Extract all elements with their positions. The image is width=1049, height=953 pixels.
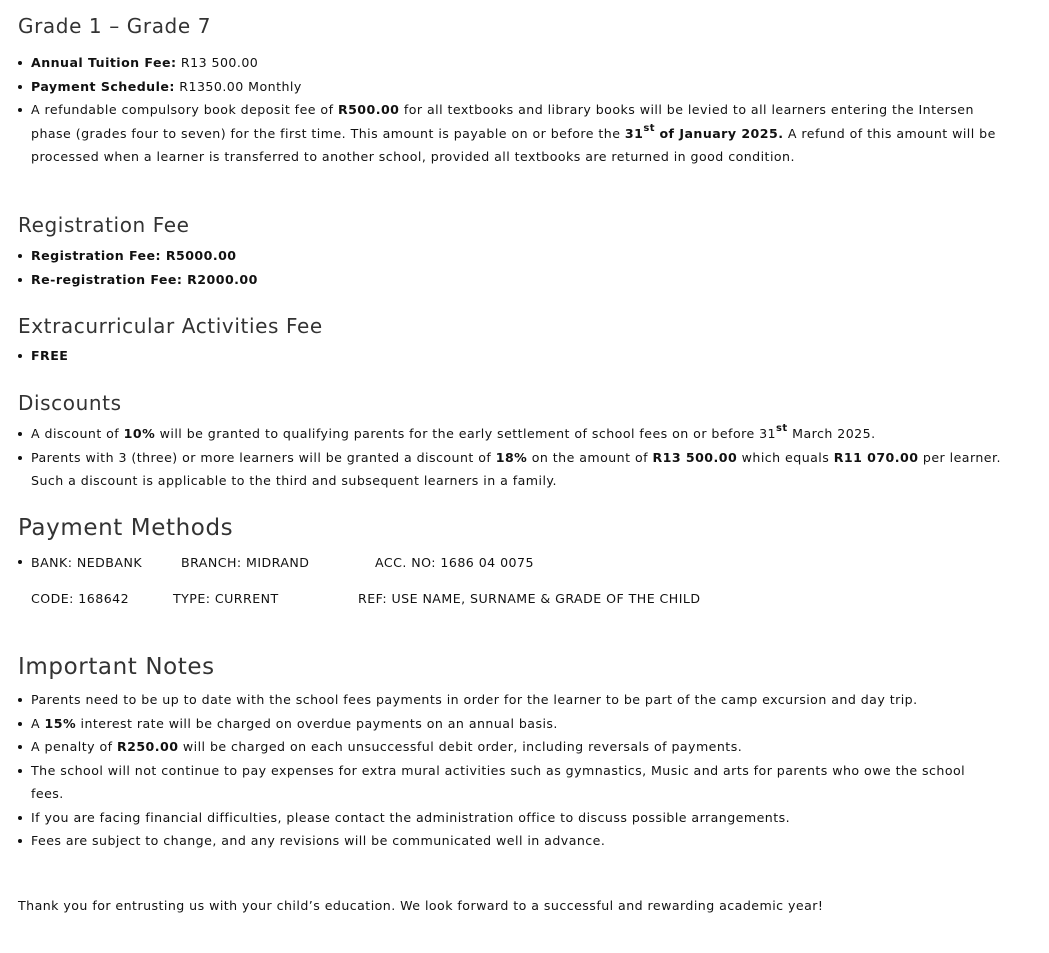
- note-item: A penalty of R250.00 will be charged on each unsuccessful debit order, including reversals of payments.: [0, 735, 1001, 759]
- registration-list: [0, 244, 1001, 291]
- note-item: If you are facing financial difficulties, please contact the administration office to discuss possible arrangements.: [0, 806, 1001, 830]
- important-notes-heading: Important Notes: [18, 654, 215, 680]
- early-settlement-discount-item: A discount of 10% will be granted to qualifying parents for the early settlement of school fees on or before 31st March 2025.: [0, 422, 1001, 446]
- note-item: Fees are subject to change, and any revisions will be communicated well in advance.: [0, 829, 1001, 853]
- note-item: Parents need to be up to date with the school fees payments in order for the learner to be part of the camp excursion and day trip.: [0, 688, 1001, 712]
- note-item: The school will not continue to pay expenses for extra mural activities such as gymnastics, Music and arts for parents who owe the school fees.: [0, 759, 1001, 806]
- discounts-list: [0, 422, 1001, 493]
- grade-fee-list: [0, 51, 1001, 169]
- branch-name: BRANCH: MIDRAND: [181, 555, 310, 570]
- sibling-discount-item: Parents with 3 (three) or more learners will be granted a discount of 18% on the amount of R13 500.00 which equals R11 070.00 per learner. Such a discount is applicable to the third and subsequent learners in a family.: [0, 446, 1001, 493]
- registration-fee-item: Registration Fee: R5000.00: [0, 244, 1001, 268]
- account-type: TYPE: CURRENT: [173, 591, 279, 606]
- important-notes-list: [0, 688, 1001, 853]
- grade-heading: Grade 1 – Grade 7: [18, 14, 212, 38]
- account-number: ACC. NO: 1686 04 0075: [375, 555, 534, 570]
- extracurricular-free-item: FREE: [0, 344, 1001, 368]
- payment-schedule-item: Payment Schedule: R1350.00 Monthly: [0, 75, 1001, 99]
- book-deposit-item: A refundable compulsory book deposit fee of R500.00 for all textbooks and library books will be levied to all learners entering the Intersen phase (grades four to seven) for the first time. This amount is payable on or before the 31st of January 2025. A refund of this amount will be processed when a learner is transferred to another school, provided all textbooks are returned in good condition.: [0, 98, 1001, 169]
- reregistration-fee-item: Re-registration Fee: R2000.00: [0, 268, 1001, 292]
- payment-reference: REF: USE NAME, SURNAME & GRADE OF THE CHILD: [358, 591, 701, 606]
- payment-methods-heading: Payment Methods: [18, 515, 234, 541]
- discounts-heading: Discounts: [18, 391, 122, 415]
- extracurricular-heading: Extracurricular Activities Fee: [18, 314, 323, 338]
- bank-name: BANK: NEDBANK: [31, 555, 143, 570]
- note-item: A 15% interest rate will be charged on overdue payments on an annual basis.: [0, 712, 1001, 736]
- closing-message: Thank you for entrusting us with your child’s education. We look forward to a successful and rewarding academic year!: [18, 898, 824, 913]
- branch-code: CODE: 168642: [31, 591, 130, 606]
- registration-heading: Registration Fee: [18, 213, 190, 237]
- tuition-fee-item: Annual Tuition Fee: R13 500.00: [0, 51, 1001, 75]
- extracurricular-list: [0, 344, 1001, 368]
